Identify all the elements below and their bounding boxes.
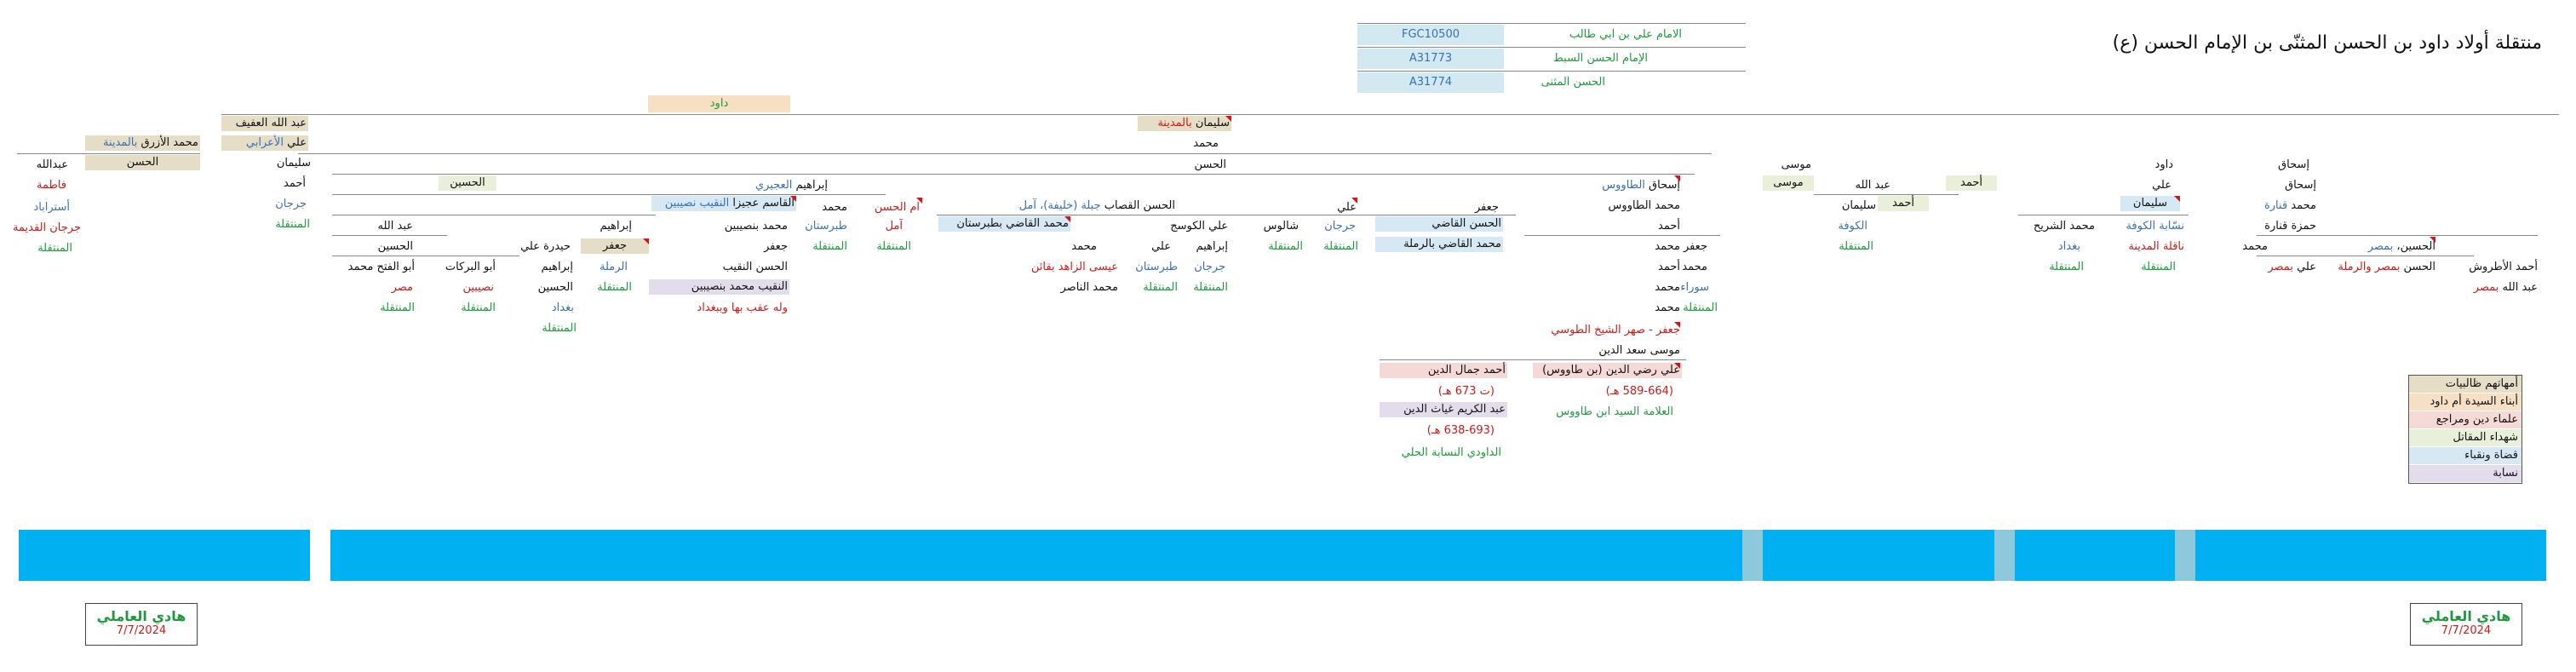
astarabad: أستراباد — [33, 201, 70, 214]
muntaqila-2: المنتقلة — [275, 218, 310, 231]
abdallah-afif: عبد الله العفيف — [235, 117, 307, 129]
ishaq-top-node: إسحاق — [2278, 158, 2309, 171]
qasim-flag — [790, 196, 796, 202]
tabaristan-t: طبرستان — [805, 220, 847, 233]
legend-item-2: أبناء السيدة أم داود — [2409, 393, 2521, 411]
line-l3 — [298, 153, 1712, 154]
baghdad-h: بغداد — [551, 302, 574, 314]
sulayman-r: سليمان — [1841, 199, 1876, 212]
hasan-node: الحسن — [1194, 158, 1226, 171]
muhammad-azraq: محمد الأزرق بالمدينة — [102, 136, 198, 149]
bottom-band-gap-1 — [1742, 530, 1763, 581]
signature-name: هادي العاملي — [2421, 608, 2511, 624]
fatima: فاطمة — [36, 179, 66, 192]
jafar-m: جعفر — [1474, 201, 1499, 214]
ibrahim-h: إبراهيم — [541, 261, 573, 273]
dawudi: الداودي النسابة الحلي — [1401, 446, 1501, 459]
misr-h: مصر — [391, 281, 413, 294]
tawus-flag — [1674, 175, 1680, 181]
hamza-qanara: حمزة قنارة — [2264, 220, 2316, 233]
line-musa — [1814, 194, 1959, 195]
ishaq-r: إسحاق — [2285, 179, 2316, 192]
ibrahim-ajiri: إبراهيم العجيري — [754, 179, 828, 192]
signature-name: هادي العاملي — [96, 608, 186, 624]
sawraa: سوراء — [1680, 281, 1709, 294]
musa-sad: موسى سعد الدين — [1598, 344, 1680, 357]
husayn-node: الحسين — [450, 176, 485, 189]
muntaqila-r: المنتقلة — [1839, 240, 1873, 253]
muntaqila-h: المنتقلة — [380, 302, 415, 314]
signature-right — [2410, 603, 2522, 646]
ali-radi-date: (589-664 هـ) — [1605, 385, 1673, 398]
allama: العلامة السيد ابن طاووس — [1556, 405, 1673, 418]
jafar-j-flag — [643, 238, 649, 244]
ahmad-jamal-date: (ت 673 هـ) — [1437, 385, 1495, 398]
abdallah-r: عبد الله — [1855, 179, 1890, 192]
muhammad-w: محمد — [1682, 261, 1707, 273]
naqila-madina: ناقلة المدينة — [2128, 240, 2184, 253]
muhammad-t1: محمد — [1655, 240, 1680, 253]
haydara: حيدرة علي — [520, 240, 571, 253]
legend-item-5: قضاة ونقباء — [2409, 447, 2521, 465]
sulayman-2: سليمان — [276, 157, 311, 169]
baghdad-d: بغداد — [2057, 240, 2080, 253]
muntaqila-h2: المنتقلة — [461, 302, 496, 314]
abdulkarim: عبد الكريم غياث الدين — [1403, 403, 1506, 416]
ahmad-2: أحمد — [284, 177, 306, 190]
hasan-naqib: الحسن النقيب — [722, 261, 788, 273]
line-ishaq — [2257, 235, 2538, 236]
muntaqila-s: المنتقلة — [1268, 240, 1303, 253]
umm-hasan-flag — [916, 198, 922, 204]
ibrahim-j: إبراهيم — [600, 220, 632, 233]
muhammad-node: محمد — [1193, 137, 1219, 150]
ahmad-jamal: أحمد جمال الدين — [1427, 364, 1506, 376]
muntaqila-far: المنتقلة — [37, 242, 72, 255]
ahmad-r: أحمد — [1960, 176, 1982, 189]
radi-flag — [1674, 363, 1680, 369]
ali-kawsaj: علي الكوسج — [1170, 220, 1228, 233]
musa-node: موسى — [1781, 158, 1811, 171]
bottom-band-5 — [2195, 530, 2546, 581]
header-name-2: الإمام الحسن السبط — [1552, 52, 1648, 65]
muntaqila-k: المنتقلة — [1193, 281, 1228, 294]
jurjan-2: جرجان — [275, 198, 307, 210]
line-tawus — [1524, 235, 1720, 236]
root-dawud: داود — [709, 97, 729, 110]
jurjan-j: جرجان — [1324, 220, 1356, 233]
header-name-3: الحسن المثنى — [1540, 76, 1605, 89]
muhammad-t: محمد — [822, 201, 847, 214]
muntaqila-amul: المنتقلة — [876, 240, 911, 253]
naqib-muhammad: النقيب محمد بنصيبين — [691, 280, 788, 293]
ali-tab: علي — [1151, 240, 1171, 253]
ishaq-tawus: إسحاق الطاووس — [1602, 179, 1680, 192]
ahmad-t2: أحمد — [1658, 261, 1680, 273]
husayn-misr: الحسين، بمصر — [2367, 240, 2435, 253]
muhammad-qanara: محمد قنارة — [2263, 199, 2316, 212]
muhammad-sharif: محمد الشريح — [2033, 220, 2095, 233]
sulayman-flag — [1225, 116, 1231, 122]
jurjan-old: جرجان القديمة — [13, 221, 81, 234]
hasan-left: الحسن — [126, 156, 159, 169]
umm-hasan: ام الحسن — [874, 201, 920, 214]
muhammad-nasibin: محمد بنصيبين — [724, 220, 788, 233]
hasan-misr: الحسن بمصر والرملة — [2338, 261, 2435, 273]
muntaqila-t: المنتقلة — [812, 240, 847, 253]
kufa: الكوفة — [1838, 220, 1867, 233]
bottom-band-2 — [330, 530, 1742, 581]
muntaqila-j2: المنتقلة — [1323, 240, 1358, 253]
muhammad-qadi-tab: محمد القاضي بطبرستان — [956, 217, 1069, 230]
muhammad-t3: محمد — [1655, 281, 1680, 294]
line-abdullah-h — [332, 235, 447, 236]
header-line-3 — [1357, 71, 1746, 72]
muhammad-nasir: محمد الناصر — [1060, 281, 1118, 294]
bottom-band-3 — [1763, 530, 1994, 581]
ali-misr: علي بمصر — [2268, 261, 2316, 273]
ali-j: علي — [1337, 201, 1357, 214]
root-line — [221, 114, 2559, 115]
musa-r: موسى — [1773, 176, 1804, 189]
hasan-h2: الحسين — [537, 281, 573, 294]
signature-date: 7/7/2024 — [2441, 624, 2492, 637]
abdulkarim-date: (638-693 هـ) — [1426, 424, 1495, 437]
husayn-misr-flag — [2430, 237, 2435, 243]
tusi-flag — [1674, 322, 1680, 328]
sulayman-d-flag — [2174, 196, 2180, 202]
ali-radi: علي رضي الدين (بن طاووس) — [1542, 364, 1680, 376]
ahmad-t: أحمد — [1658, 220, 1680, 233]
header-line-1 — [1357, 23, 1746, 24]
line-l4 — [332, 174, 1695, 175]
abulbarakat: أبو البركات — [445, 261, 496, 273]
header-code-3-text: A31774 — [1408, 76, 1453, 89]
abdullah-h: عبد الله — [377, 220, 413, 233]
muntaqila-tab2: المنتقلة — [1143, 281, 1178, 294]
muhammad-far: محمد — [2242, 240, 2268, 253]
isa-zahid: عيسى الزاهد بقائن — [1030, 261, 1118, 273]
hasan-qadi: الحسن القاضي — [1431, 217, 1501, 230]
amul: آمل — [885, 220, 903, 233]
jafar-tusi: جعفر - صهر الشيخ الطوسي — [1551, 324, 1680, 336]
jafar-j: جعفر — [602, 239, 628, 252]
header-code-2-text: A31773 — [1408, 52, 1453, 65]
hasan-qassab: الحسن القصاب جبلة (خليفة)، آمل — [1018, 199, 1175, 212]
tabaristan-2: طبرستان — [1135, 261, 1178, 273]
abdullah-far: عبدالله — [36, 158, 68, 171]
legend-item-4: شهداء المقاتل — [2409, 429, 2521, 447]
muhammad-q: محمد — [1071, 240, 1097, 253]
legend-item-3: علماء دين ومراجع — [2409, 411, 2521, 429]
dawud-node: داود — [2154, 158, 2173, 171]
ali-j-flag — [1351, 198, 1357, 204]
aqib: وله عقب بها وببغداد — [697, 302, 788, 314]
sulayman-d: سليمان — [2132, 197, 2168, 210]
signature-date: 7/7/2024 — [116, 624, 167, 637]
line-far-left — [17, 153, 200, 154]
bottom-band-4 — [2015, 530, 2175, 581]
muntaqila-d: المنتقلة — [2049, 261, 2084, 273]
ali-d: علي — [2152, 179, 2172, 192]
abdallah-misr: عبد الله بمصر — [2473, 281, 2538, 294]
header-name-1: الامام علي بن ابي طالب — [1569, 28, 1682, 41]
ibrahim-k: إبراهيم — [1196, 240, 1228, 253]
muhammad-tawus: محمد الطاووس — [1608, 199, 1680, 212]
ramla: الرملة — [600, 261, 628, 273]
bottom-band-gap-3 — [2175, 530, 2195, 581]
nasibin: نصيبين — [462, 281, 494, 294]
signature-left — [85, 603, 198, 646]
qadi-tab-flag — [1064, 216, 1070, 222]
muntaqila-j: المنتقلة — [597, 281, 632, 294]
qasim-node: القاسم عجيزا النقيب نصيبين — [664, 197, 795, 210]
legend-item-6: نسابة — [2409, 465, 2521, 483]
sulayman-node: سليمان بالمدينة — [1157, 117, 1230, 129]
muhammad-t4: محمد — [1655, 302, 1680, 314]
hasan-h: الحسين — [377, 240, 413, 253]
header-code-1-text: FGC10500 — [1402, 28, 1460, 41]
shalus: شالوس — [1263, 220, 1299, 233]
ahmad-atrush: أحمد الأطروش — [2469, 261, 2538, 273]
line-husayn — [332, 194, 886, 195]
line-sad — [1380, 359, 1686, 360]
jurjan-k: جرجان — [1194, 261, 1225, 273]
bottom-band-1 — [19, 530, 310, 581]
ali-aarabi: علي الأعرابي — [245, 136, 307, 149]
abulfath: أبو الفتح محمد — [347, 261, 415, 273]
jafar-w: جعفر — [1683, 240, 1707, 253]
legend — [2408, 375, 2522, 484]
nassaba-kufa: نسّابة الكوفة — [2126, 220, 2184, 233]
jafar-q: جعفر — [763, 240, 788, 253]
legend-item-1: أمهاتهم ظالبيات — [2409, 376, 2521, 393]
bottom-band-gap-2 — [1994, 530, 2015, 581]
muntaqila-d2: المنتقلة — [2141, 261, 2176, 273]
muntaqila-h3: المنتقلة — [542, 322, 577, 335]
header-line-2 — [1357, 47, 1746, 48]
muhammad-qadi-ramla: محمد القاضي بالرملة — [1403, 238, 1501, 250]
ahmad-r2: أحمد — [1892, 197, 1914, 210]
muntaqila-w: المنتقلة — [1683, 302, 1718, 314]
diagram-title: منتقلة أولاد داود بن الحسن المثنّى بن الإمام الحسن (ع) — [2112, 32, 2542, 54]
